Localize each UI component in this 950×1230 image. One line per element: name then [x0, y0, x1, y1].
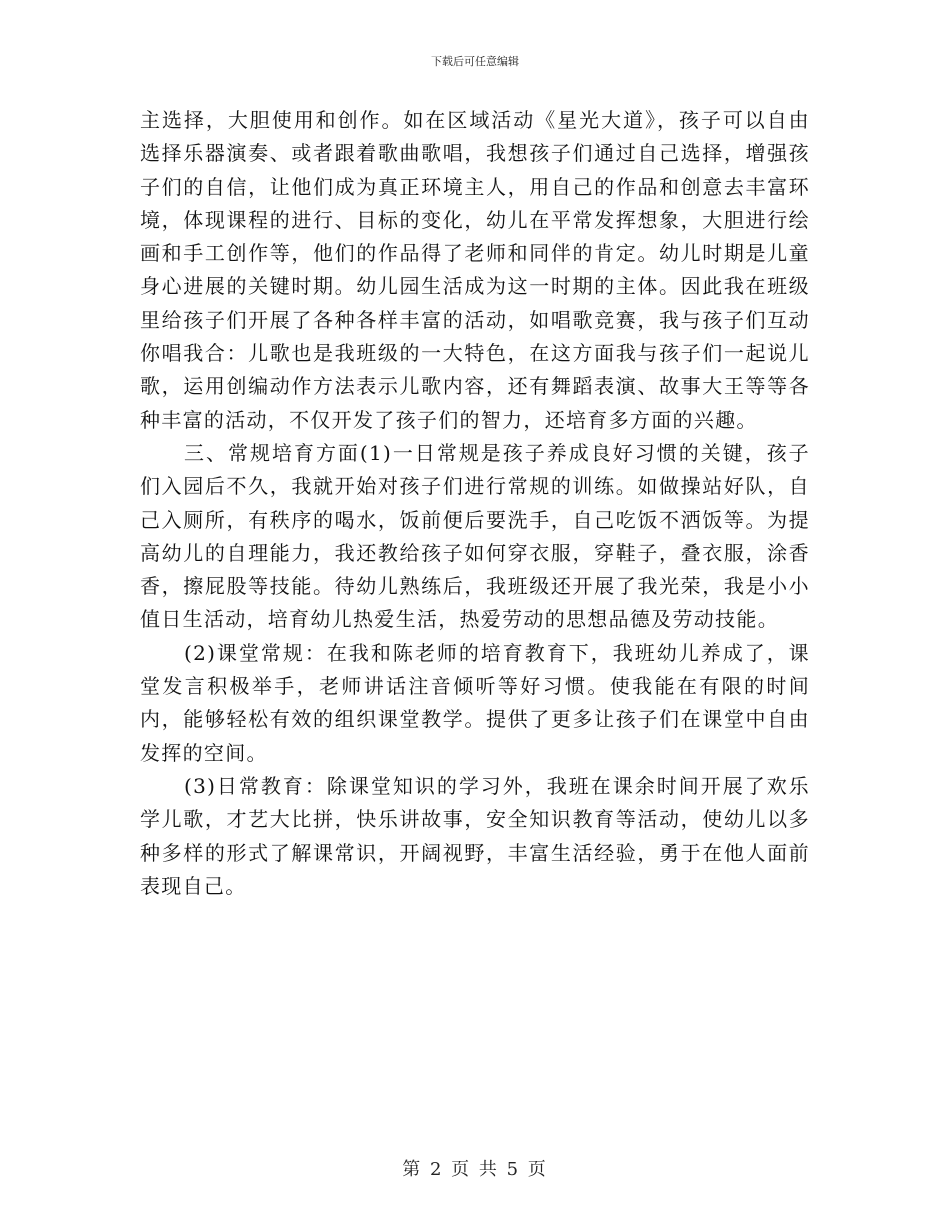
paragraph-3: (2)课堂常规：在我和陈老师的培育教育下，我班幼儿养成了，课堂发言积极举手，老师讲话注音倾听等好习惯。使我能在有限的时间内，能够轻松有效的组织课堂教学。提供了更多让孩子们在课堂中自由发挥的空间。: [140, 640, 810, 765]
page-number-footer: 第 2 页 共 5 页: [402, 1159, 548, 1180]
document-body: [140, 104, 810, 903]
page-header: 下载后可任意编辑: [431, 55, 519, 68]
paragraph-1: 主选择，大胆使用和创作。如在区域活动《星光大道》，孩子可以自由选择乐器演奏、或者跟着歌曲歌唱，我想孩子们通过自己选择，增强孩子们的自信，让他们成为真正环境主人，用自己的作品和创意去丰富环境，体现课程的进行、目标的变化，幼儿在平常发挥想象，大胆进行绘画和手工创作等，他们的作品得了老师和同伴的肯定。幼儿时期是儿童身心进展的关键时期。幼儿园生活成为这一时期的主体。因此我在班级里给孩子们开展了各种各样丰富的活动，如唱歌竞赛，我与孩子们互动你唱我合：儿歌也是我班级的一大特色，在这方面我与孩子们一起说儿歌，运用创编动作方法表示儿歌内容，还有舞蹈表演、故事大王等等各种丰富的活动，不仅开发了孩子们的智力，还培育多方面的兴趣。: [140, 108, 810, 432]
paragraph-4: (3)日常教育：除课堂知识的学习外，我班在课余时间开展了欢乐学儿歌，才艺大比拼，快乐讲故事，安全知识教育等活动，使幼儿以多种多样的形式了解课常识，开阔视野，丰富生活经验，勇于在他人面前表现自己。: [140, 773, 810, 898]
paragraph-2: 三、常规培育方面(1)一日常规是孩子养成良好习惯的关键，孩子们入园后不久，我就开始对孩子们进行常规的训练。如做操站好队，自己入厕所，有秩序的喝水，饭前便后要洗手，自己吃饭不洒饭等。为提高幼儿的自理能力，我还教给孩子如何穿衣服，穿鞋子，叠衣服，涂香香，擦屁股等技能。待幼儿熟练后，我班级还开展了我光荣，我是小小值日生活动，培育幼儿热爱生活，热爱劳动的思想品德及劳动技能。: [140, 440, 810, 632]
